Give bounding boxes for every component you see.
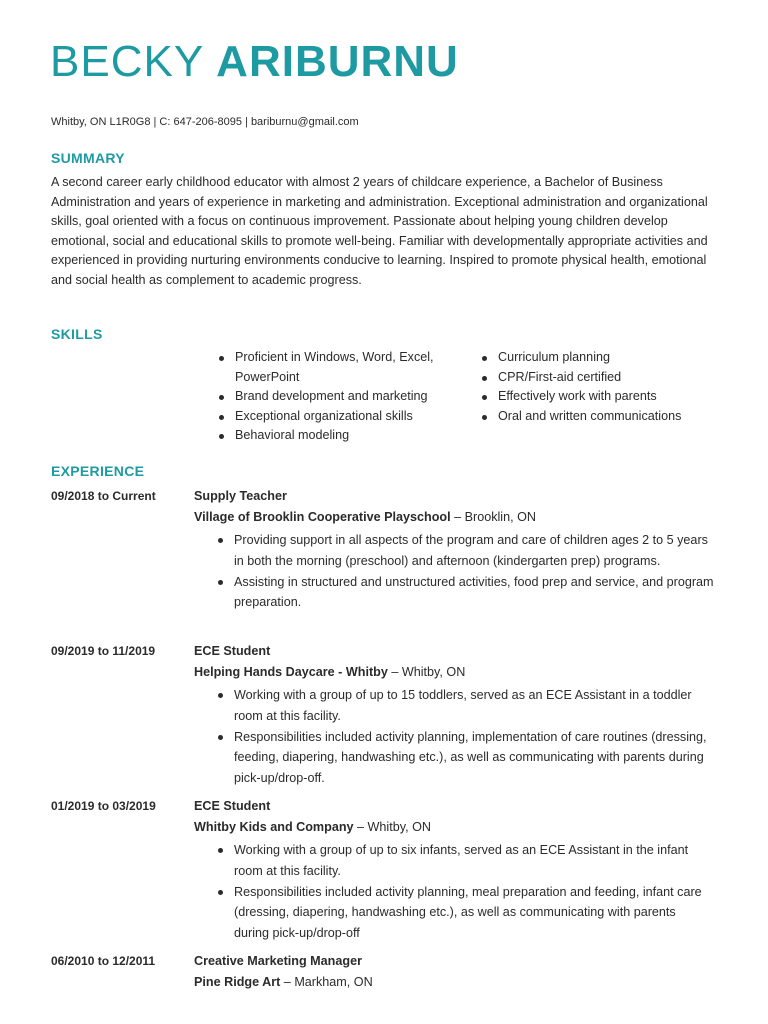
skill-item: Exceptional organizational skills (215, 407, 465, 427)
last-name: ARIBURNU (216, 37, 459, 86)
job-company: Helping Hands Daycare - Whitby (194, 665, 388, 679)
job-dates: 01/2019 to 03/2019 (51, 799, 156, 813)
job-duties (214, 685, 714, 789)
contact-line: Whitby, ON L1R0G8 | C: 647-206-8095 | bariburnu@gmail.com (51, 116, 359, 128)
skills-list-right (478, 348, 728, 426)
skill-item: Curriculum planning (478, 348, 728, 368)
skills-heading: SKILLS (51, 326, 103, 342)
skill-item: Effectively work with parents (478, 387, 728, 407)
job-company: Pine Ridge Art (194, 975, 281, 989)
job-dates: 06/2010 to 12/2011 (51, 954, 156, 968)
job-location: – Brooklin, ON (450, 510, 536, 524)
skill-item: Oral and written communications (478, 407, 728, 427)
experience-heading: EXPERIENCE (51, 463, 145, 479)
job-dates: 09/2019 to 11/2019 (51, 644, 156, 658)
job-role: Supply Teacher (194, 489, 287, 503)
job-organization (194, 510, 536, 524)
duty-item: Assisting in structured and unstructured activities, food prep and service, and program preparation. (214, 572, 714, 614)
job-location: – Whitby, ON (387, 665, 466, 679)
job-role: ECE Student (194, 799, 271, 813)
skill-item: Brand development and marketing (215, 387, 465, 407)
skill-item: CPR/First-aid certified (478, 368, 728, 388)
job-duties (214, 840, 714, 944)
duty-item: Working with a group of up to 15 toddlers, served as an ECE Assistant in a toddler room at this facility. (214, 685, 714, 727)
job-location: – Markham, ON (280, 975, 373, 989)
skills-list-left (215, 348, 465, 446)
duty-item: Providing support in all aspects of the program and care of children ages 2 to 5 years in both the morning (preschool) and afternoon (kindergarten prep) programs. (214, 530, 714, 572)
job-duties (214, 530, 714, 613)
job-organization (194, 975, 373, 989)
job-organization (194, 820, 431, 834)
summary-paragraph: A second career early childhood educator with almost 2 years of childcare experience, a Bachelor of Business Administration and years of experience in marketing and administration. Exceptional administration and organizational skills, goal oriented with a focus on continuous improvement. Passionate about helping young children develop emotional, social and educational skills to promote well-being. Familiar with developmentally appropriate activities and experienced in providing nurturing environments conducive to learning. Inspired to promote physical health, emotional and social health as complement to academic progress. (51, 175, 708, 287)
candidate-name (50, 36, 459, 88)
duty-item: Responsibilities included activity planning, implementation of care routines (dressing, feeding, diapering, handwashing etc.), as well as communicating with parents during pick-up/drop-off. (214, 727, 714, 789)
summary-heading: SUMMARY (51, 150, 125, 166)
skill-item: Behavioral modeling (215, 426, 465, 446)
duty-item: Working with a group of up to six infants, served as an ECE Assistant in the infant room at this facility. (214, 840, 714, 882)
job-company: Whitby Kids and Company (194, 820, 354, 834)
first-name: BECKY (50, 37, 205, 86)
job-role: ECE Student (194, 644, 271, 658)
job-location: – Whitby, ON (353, 820, 431, 834)
duty-item: Responsibilities included activity planning, meal preparation and feeding, infant care (dressing, diapering, handwashing etc.), as well as communicating with parents during pick-up/drop-off (214, 882, 714, 944)
job-organization (194, 665, 465, 679)
job-dates: 09/2018 to Current (51, 489, 156, 503)
skill-item: Proficient in Windows, Word, Excel, PowerPoint (215, 348, 465, 387)
job-company: Village of Brooklin Cooperative Playschool (194, 510, 451, 524)
job-role: Creative Marketing Manager (194, 954, 362, 968)
